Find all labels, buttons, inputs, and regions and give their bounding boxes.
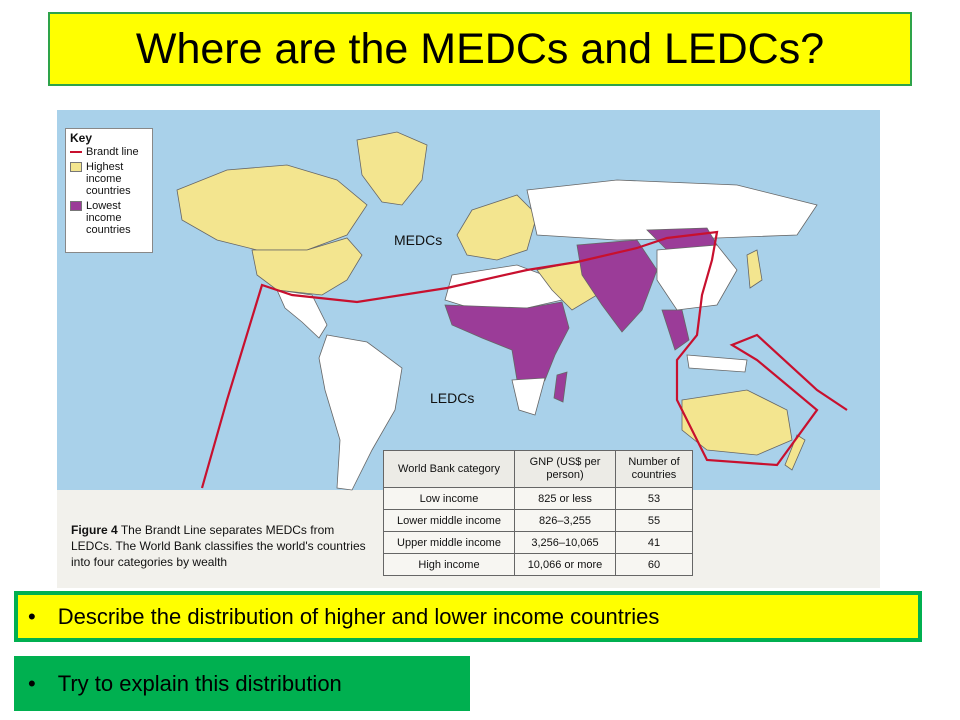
caption-text: The Brandt Line separates MEDCs from LEDCs. The World Bank classifies the world's countries into four categories by wealth: [71, 523, 366, 569]
table-cell: 41: [616, 532, 693, 554]
world-bank-table: [383, 450, 693, 576]
table-cell: 55: [616, 510, 693, 532]
table-cell: 53: [616, 488, 693, 510]
table-cell: 10,066 or more: [515, 554, 616, 576]
column-header: Number of countries: [616, 451, 693, 488]
key-item-label: Lowest income countries: [86, 200, 131, 236]
table-cell: 826–3,255: [515, 510, 616, 532]
column-header: GNP (US$ per person): [515, 451, 616, 488]
bullet-icon: •: [28, 670, 36, 696]
slide-title: Where are the MEDCs and LEDCs?: [135, 24, 825, 73]
key-heading: Key: [70, 131, 93, 145]
prompt-describe: Describe the distribution of higher and lower income countries: [57, 603, 660, 629]
medcs-label: MEDCs: [394, 232, 443, 248]
figure-caption: [71, 522, 371, 570]
table-cell: 60: [616, 554, 693, 576]
purple-swatch: [70, 201, 82, 211]
prompt-box-describe: [14, 591, 922, 642]
key-item-lowest-income: [70, 200, 148, 236]
table-row: [384, 488, 693, 510]
map-key: [65, 128, 153, 253]
column-header: World Bank category: [384, 451, 515, 488]
key-item-highest-income: [70, 161, 148, 197]
table-cell: High income: [384, 554, 515, 576]
bullet-icon: •: [28, 603, 36, 629]
figure-label: Figure 4: [71, 523, 118, 537]
prompt-box-explain: [14, 656, 470, 711]
table-row: [384, 510, 693, 532]
table-row: [384, 532, 693, 554]
ledcs-label: LEDCs: [430, 390, 475, 406]
table-cell: Upper middle income: [384, 532, 515, 554]
table-header-row: [384, 451, 693, 488]
table-cell: 825 or less: [515, 488, 616, 510]
world-map-figure: [57, 110, 880, 588]
prompt-box-inner: [18, 595, 918, 638]
brandt-line-symbol: [70, 151, 82, 153]
prompt-explain: Try to explain this distribution: [57, 670, 342, 696]
table-cell: Lower middle income: [384, 510, 515, 532]
table-cell: 3,256–10,065: [515, 532, 616, 554]
key-item-label: Highest income countries: [86, 161, 131, 197]
table-row: [384, 554, 693, 576]
title-banner: [48, 12, 912, 86]
yellow-swatch: [70, 162, 82, 172]
table-cell: Low income: [384, 488, 515, 510]
key-item-label: Brandt line: [86, 146, 139, 158]
key-item-brandt-line: [70, 146, 148, 158]
